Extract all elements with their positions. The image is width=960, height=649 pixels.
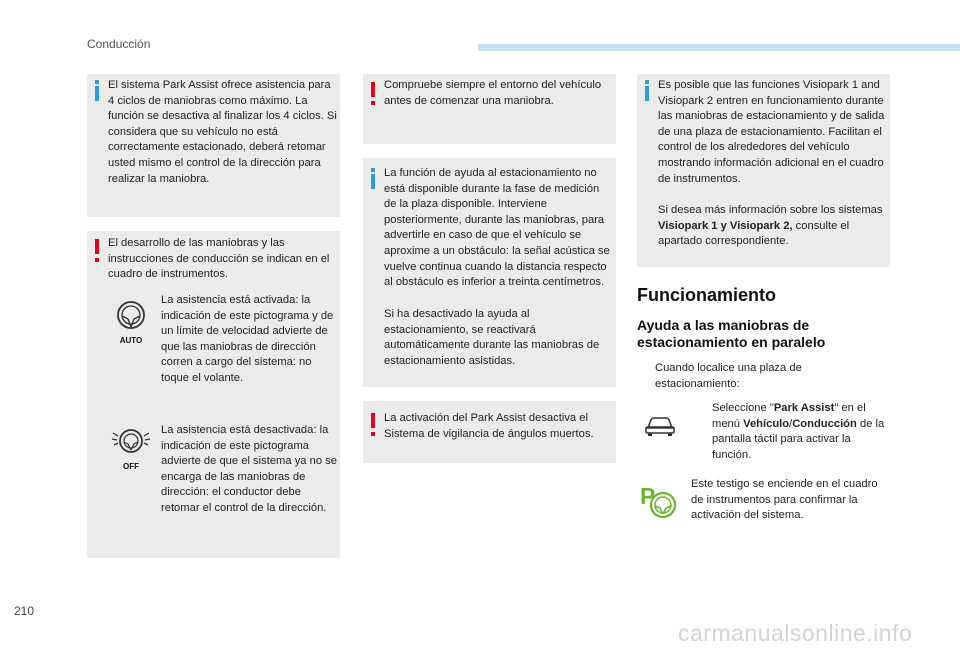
svg-text:AUTO: AUTO — [119, 336, 143, 345]
car-parking-icon — [644, 414, 676, 438]
info-box-visiopark — [637, 74, 890, 267]
indicator-description: Este testigo se enciende en el cuadro de instrumentos para confirmar la activación del sistema. — [691, 478, 878, 522]
warning-box-blind-spot — [363, 401, 616, 463]
warning-text: El desarrollo de las maniobras y las instrucciones de conducción se indican en el cuadro de instrumentos. — [108, 237, 330, 281]
steering-wheel-off-icon — [111, 423, 153, 471]
warning-text: La activación del Park Assist desactiva el Sistema de vigilancia de ángulos muertos. — [384, 412, 594, 440]
svg-text:OFF: OFF — [123, 462, 139, 471]
info-icon — [95, 86, 99, 101]
header-bar — [478, 44, 960, 51]
step-find-space: Cuando localice una plaza de estacionamiento: — [655, 362, 802, 390]
info-text: La función de ayuda al estacionamiento no está disponible durante la fase de medición de la plaza disponible. Interviene posteriormente, durante las maniobras, para advertirle en caso de que el vehículo se aproxime a un obstáculo: la señal acústica se vuelve continua cuando la distancia respecto al obstáculo es inferior a treinta centímetros. — [384, 167, 610, 289]
warning-icon — [371, 82, 375, 97]
svg-text:P: P — [640, 483, 656, 509]
header-section-title: Conducción — [87, 37, 151, 51]
warning-icon — [371, 413, 375, 428]
park-assist-indicator-icon — [639, 482, 681, 520]
info-box-park-assist-cycles — [87, 74, 340, 217]
warning-text: Compruebe siempre el entorno del vehículo antes de comenzar una maniobra. — [384, 79, 602, 107]
warning-box-check-surroundings — [363, 74, 616, 144]
info-icon — [645, 86, 649, 101]
info-icon — [371, 174, 375, 189]
auto-description: La asistencia está activada: la indicación de este pictograma y de un límite de velocidad advierte de que las maniobras de dirección corren a cargo del sistema: no toque el volante. — [161, 294, 334, 384]
info-text-reactivation: Si ha desactivado la ayuda al estacionamiento, se reactivará automáticamente durante las maniobras de estacionamiento asistidas. — [384, 308, 600, 367]
section-title: Funcionamiento — [637, 285, 776, 305]
off-description: La asistencia está desactivada: la indicación de este pictograma advierte de que el sistema ya no se encarga de las maniobras de dirección: el conductor debe retomar el control de la dirección. — [161, 424, 337, 514]
steering-wheel-auto-icon — [111, 297, 153, 345]
step-select-park-assist: Seleccione "Park Assist" en el menú Vehículo/Conducción de la pantalla táctil para activar la función. — [712, 402, 885, 461]
warning-box-instructions — [87, 231, 340, 558]
subsection-title: Ayuda a las maniobras de estacionamiento en paralelo — [637, 317, 826, 350]
warning-icon — [95, 239, 99, 254]
info-text: El sistema Park Assist ofrece asistencia para 4 ciclos de maniobras como máximo. La función se desactiva al finalizar los 4 ciclos. Si considera que su vehículo no está correctamente estacionado, deberá retomar usted mismo el control de la dirección para realizar la maniobra. — [108, 79, 337, 185]
info-text-more: Si desea más información sobre los sistemas Visiopark 1 y Visiopark 2, consulte el apartado correspondiente. — [658, 204, 883, 248]
page-number: 210 — [14, 604, 35, 618]
info-text: Es posible que las funciones Visiopark 1 and Visiopark 2 entren en funcionamiento durante las maniobras de estacionamiento y de salida de una plaza de estacionamiento. Facilitan el control de los alrededores del vehículo mostrando información adicional en el cuadro de instrumentos. — [658, 79, 885, 185]
watermark-text: carmanualsonline.info — [678, 620, 913, 646]
info-box-parking-aid — [363, 158, 616, 387]
